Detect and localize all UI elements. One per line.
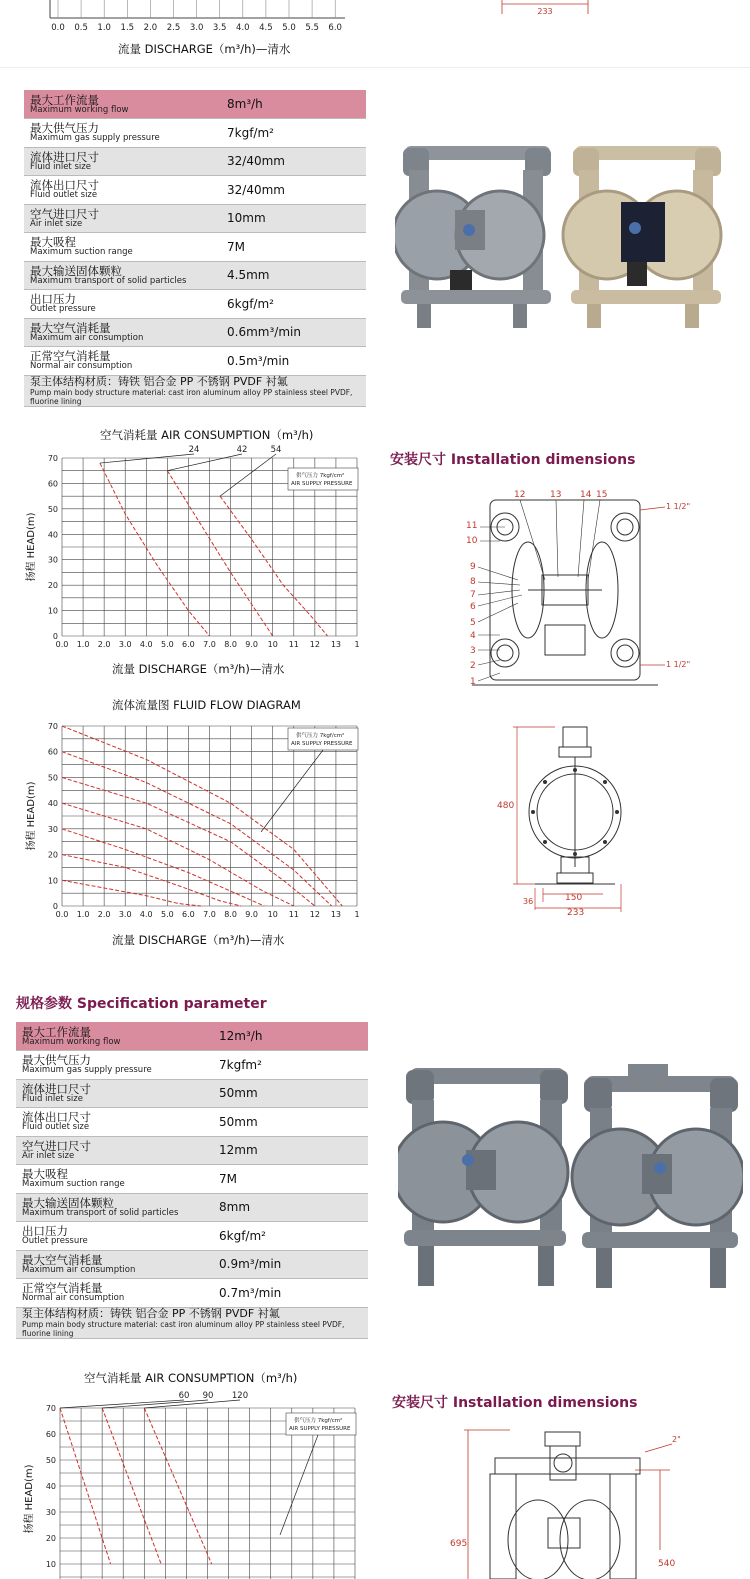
spec-value: 8m³/h <box>227 97 263 111</box>
spec-label-en: Fluid outlet size <box>22 1122 90 1133</box>
top-chart-xtick: 3.5 <box>212 23 227 33</box>
x-tick-label: 4.0 <box>139 640 153 649</box>
y-tick-label: 30 <box>47 824 58 834</box>
chart1-title: 空气消耗量 AIR CONSUMPTION（m³/h) <box>100 428 314 442</box>
x-tick-label: 2.0 <box>97 640 111 649</box>
y-tick-label: 20 <box>47 850 58 860</box>
material-en: Pump main body structure material: cast iron aluminum alloy PP stainless steel PVDF, fluorine lining <box>30 387 353 406</box>
y-axis-label: 扬程 HEAD(m) <box>26 512 37 582</box>
series-line-1 <box>167 471 272 636</box>
chart2-title: 流体流量图 FLUID FLOW DIAGRAM <box>112 698 301 712</box>
spec-label-en: Normal air consumption <box>30 361 133 372</box>
callout-3: 3 <box>470 646 476 656</box>
material-cn: 泵主体结构材质：铸铁 铝合金 PP 不锈钢 PVDF 衬氟 <box>22 1306 280 1320</box>
top-chart-xtick: 3.0 <box>189 23 204 33</box>
y-tick-label: 40 <box>45 1482 56 1491</box>
spec-label-cn: 最大吸程 <box>30 235 76 250</box>
spec-label-cn: 流体进口尺寸 <box>30 149 99 164</box>
spec-row <box>16 1165 368 1194</box>
annotation-pointer <box>261 750 323 832</box>
spec-row <box>16 1250 368 1279</box>
x-tick-label: 1 <box>354 640 360 649</box>
y-tick-label: 10 <box>45 1560 56 1569</box>
spec-row <box>24 176 366 205</box>
annotation-line-2: AIR SUPPLY PRESSURE <box>289 1426 351 1432</box>
spec-label-cn: 最大供气压力 <box>30 121 99 136</box>
spec-value: 8mm <box>219 1200 251 1215</box>
spec-table-1 <box>24 90 366 407</box>
y-tick-label: 0 <box>52 632 58 641</box>
spec-label-en: Maximum working flow <box>22 1036 121 1047</box>
spec-label-cn: 正常空气消耗量 <box>22 1281 103 1296</box>
spec-row <box>16 1136 368 1165</box>
spec-label-cn: 出口压力 <box>22 1224 68 1239</box>
material-en: Pump main body structure material: cast iron aluminum alloy PP stainless steel PVDF, fluorine lining <box>22 1319 345 1338</box>
spec-label-en: Maximum transport of solid particles <box>22 1207 179 1218</box>
y-tick-label: 20 <box>45 1534 56 1543</box>
y-tick-label: 50 <box>45 1456 56 1465</box>
callout-4: 4 <box>470 631 476 641</box>
spec-label-en: Maximum suction range <box>30 247 133 258</box>
spec-value: 12m³/h <box>219 1029 263 1043</box>
callout-13: 13 <box>550 490 562 500</box>
callout-6: 6 <box>470 602 476 612</box>
spec-label-cn: 最大供气压力 <box>22 1053 91 1068</box>
spec-label-cn: 流体出口尺寸 <box>30 178 99 193</box>
spec-label-en: Maximum suction range <box>22 1179 125 1190</box>
y-tick-label: 70 <box>45 1404 56 1413</box>
spec-row <box>16 1108 368 1137</box>
material-cn: 泵主体结构材质：铸铁 铝合金 PP 不锈钢 PVDF 衬氟 <box>30 374 288 388</box>
y-tick-label: 30 <box>45 1508 56 1517</box>
y-tick-label: 10 <box>47 606 58 616</box>
spec-row <box>16 1051 368 1080</box>
top-chart-xlabel: 流量 DISCHARGE（m³/h)—清水 <box>118 42 291 56</box>
x-tick-label: 8.0 <box>224 910 237 919</box>
series-line-0 <box>100 463 210 636</box>
spec-label-cn: 最大输送固体颗粒 <box>30 263 122 278</box>
x-tick-label: 7.0 <box>203 640 216 649</box>
chart2-fluid-flow <box>20 710 370 950</box>
callout-8: 8 <box>470 577 476 587</box>
top-chart-xtick: 0.0 <box>51 23 65 33</box>
install1-dim-36: 36 <box>523 897 534 906</box>
spec-label-cn: 空气进口尺寸 <box>22 1138 91 1153</box>
port-top-label: 1 1/2" <box>666 502 691 511</box>
x-tick-label: 0.0 <box>55 640 69 649</box>
x-tick-label: 12 <box>309 640 320 649</box>
pump-image-stainless-1 <box>398 1068 568 1286</box>
callout-7: 7 <box>470 590 476 600</box>
pump-image-stainless-2 <box>572 1064 743 1288</box>
spec-row <box>24 147 366 176</box>
spec-row <box>24 233 366 262</box>
y-tick-label: 40 <box>47 530 58 540</box>
spec-value: 4.5mm <box>227 268 270 283</box>
x-tick-label: 3.0 <box>118 910 132 919</box>
install1-dim-233: 233 <box>567 908 585 917</box>
top-chart-xtick: 1.0 <box>97 23 111 33</box>
top-chart-xtick: 2.0 <box>143 23 158 33</box>
spec-label-en: Maximum gas supply pressure <box>30 133 160 144</box>
spec-row <box>24 90 366 119</box>
spec-row <box>24 119 366 148</box>
spec-label-cn: 出口压力 <box>30 292 76 307</box>
pump-image-pp <box>563 146 721 328</box>
install1-height: 480 <box>497 801 515 811</box>
annotation-line-1: 供气压力 7kgf/cm² <box>296 473 345 479</box>
spec-value: 0.6mm³/min <box>227 325 301 340</box>
install2-title: 安装尺寸 Installation dimensions <box>392 1395 638 1411</box>
x-tick-label: 12 <box>309 910 320 919</box>
install2-drawing <box>440 1420 700 1579</box>
install2-height: 695 <box>450 1539 468 1549</box>
y-axis-label: 扬程 HEAD(m) <box>24 1464 35 1534</box>
spec-row <box>24 204 366 233</box>
spec-label-en: Maximum air consumption <box>22 1264 136 1275</box>
spec-value: 7kgf/m² <box>227 125 274 140</box>
x-tick-label: 7.0 <box>203 910 216 919</box>
series-label: 24 <box>188 445 200 455</box>
spec-label-en: Air inlet size <box>22 1150 75 1161</box>
x-tick-label: 10 <box>267 640 278 649</box>
annotation-line-2: AIR SUPPLY PRESSURE <box>291 481 353 487</box>
spec-value: 50mm <box>219 1114 258 1129</box>
spec-row <box>24 347 366 376</box>
top-dim-233: 233 <box>537 7 553 16</box>
series-label: 42 <box>236 445 248 455</box>
callout-12: 12 <box>514 490 526 500</box>
install2-height2: 540 <box>658 1559 676 1569</box>
y-tick-label: 30 <box>47 555 58 565</box>
spec-label-cn: 流体进口尺寸 <box>22 1081 91 1096</box>
x-tick-label: 5.0 <box>160 640 174 649</box>
y-axis-label: 扬程 HEAD(m) <box>26 781 37 851</box>
spec-value: 50mm <box>219 1086 258 1101</box>
callout-11: 11 <box>466 521 478 531</box>
y-tick-label: 70 <box>47 722 58 731</box>
top-chart-xtick: 5.5 <box>305 23 319 33</box>
x-tick-label: 10 <box>267 910 278 919</box>
chart3-air-consumption <box>18 1385 373 1579</box>
callout-2: 2 <box>470 661 476 671</box>
y-tick-label: 70 <box>47 454 58 463</box>
spec-label-en: Normal air consumption <box>22 1293 125 1304</box>
install1-dim-150: 150 <box>565 893 583 903</box>
spec-label-en: Air inlet size <box>30 218 83 229</box>
chart2-xlabel: 流量 DISCHARGE（m³/h)—清水 <box>112 933 285 947</box>
spec-label-cn: 最大空气消耗量 <box>30 320 111 335</box>
x-tick-label: 13 <box>330 640 342 649</box>
top-chart-xtick: 5.0 <box>282 23 296 33</box>
x-tick-label: 3.0 <box>118 640 132 649</box>
spec-row <box>24 318 366 347</box>
series-label: 60 <box>178 1391 190 1401</box>
x-tick-label: 9.0 <box>245 910 259 919</box>
spec-value: 0.7m³/min <box>219 1285 282 1300</box>
install1-side-drawing <box>495 722 635 917</box>
spec-label-cn: 空气进口尺寸 <box>30 206 99 221</box>
top-chart-xtick: 4.5 <box>259 23 273 33</box>
spec-label-en: Fluid inlet size <box>30 161 91 172</box>
top-chart-xtick: 0.5 <box>74 23 88 33</box>
spec-label-cn: 最大工作流量 <box>22 1024 91 1039</box>
series-label: 120 <box>231 1391 249 1401</box>
spec-label-en: Maximum gas supply pressure <box>22 1065 152 1076</box>
x-tick-label: 9.0 <box>245 640 259 649</box>
y-tick-label: 50 <box>47 773 58 783</box>
x-tick-label: 1 <box>354 910 360 919</box>
spec-value: 7M <box>219 1171 237 1186</box>
callout-5: 5 <box>470 618 476 628</box>
spec-label-en: Fluid inlet size <box>22 1093 83 1104</box>
install1-title: 安装尺寸 Installation dimensions <box>390 452 636 468</box>
top-chart-xtick: 1.5 <box>120 23 135 33</box>
spec-value: 32/40mm <box>227 154 285 169</box>
x-tick-label: 6.0 <box>182 910 195 919</box>
spec-value: 7kgfm² <box>219 1057 262 1072</box>
spec-value: 10mm <box>227 211 266 226</box>
spec-row <box>24 290 366 319</box>
spec-row <box>16 1193 368 1222</box>
spec-row <box>24 261 366 290</box>
spec-label-en: Outlet pressure <box>30 304 96 315</box>
port-bottom-label: 1 1/2" <box>666 660 691 669</box>
spec-row <box>16 1279 368 1308</box>
spec-label-en: Maximum transport of solid particles <box>30 275 187 286</box>
annotation-line-1: 供气压力 7kgf/cm² <box>294 1418 343 1424</box>
x-tick-label: 8.0 <box>224 640 237 649</box>
pump-image-aluminum <box>395 146 551 328</box>
x-tick-label: 1.0 <box>76 910 90 919</box>
spec-label-en: Maximum working flow <box>30 104 129 115</box>
y-tick-label: 60 <box>45 1430 56 1439</box>
top-chart-xtick: 4.0 <box>236 23 250 33</box>
chart1-xlabel: 流量 DISCHARGE（m³/h)—清水 <box>112 662 285 676</box>
series-label: 90 <box>202 1391 214 1401</box>
spec-row <box>16 1222 368 1251</box>
x-tick-label: 13 <box>330 910 342 919</box>
annotation-line-1: 供气压力 7kgf/cm² <box>296 733 345 739</box>
x-tick-label: 4.0 <box>139 910 153 919</box>
y-tick-label: 0 <box>52 902 58 911</box>
y-tick-label: 10 <box>47 876 58 886</box>
spec-material-row <box>16 1307 368 1338</box>
x-tick-label: 1.0 <box>76 640 90 649</box>
x-tick-label: 5.0 <box>160 910 174 919</box>
callout-10: 10 <box>466 536 478 546</box>
x-tick-label: 2.0 <box>97 910 111 919</box>
install2-port: 2" <box>672 1435 681 1444</box>
spec2-title: 规格参数 Specification parameter <box>16 996 267 1012</box>
y-tick-label: 20 <box>47 581 58 591</box>
x-tick-label: 6.0 <box>182 640 195 649</box>
spec-label-cn: 正常空气消耗量 <box>30 349 111 364</box>
series-line-2 <box>220 496 327 636</box>
series-label: 54 <box>270 445 282 455</box>
spec-label-en: Outlet pressure <box>22 1236 88 1247</box>
chart3-title: 空气消耗量 AIR CONSUMPTION（m³/h) <box>84 1371 298 1385</box>
spec-value: 6kgf/m² <box>227 296 274 311</box>
y-tick-label: 50 <box>47 504 58 514</box>
x-tick-label: 11 <box>288 640 299 649</box>
spec-value: 0.5m³/min <box>227 353 290 368</box>
install1-front-drawing <box>460 485 700 690</box>
spec-material-row <box>24 375 366 406</box>
x-tick-label: 0.0 <box>55 910 69 919</box>
callout-9: 9 <box>470 562 476 572</box>
callout-15: 15 <box>596 490 608 500</box>
y-tick-label: 60 <box>47 747 58 757</box>
spec-value: 7M <box>227 239 245 254</box>
spec-row <box>16 1022 368 1051</box>
callout-14: 14 <box>580 490 592 500</box>
spec-value: 12mm <box>219 1143 258 1158</box>
spec-label-cn: 最大工作流量 <box>30 92 99 107</box>
spec-value: 0.9m³/min <box>219 1257 282 1272</box>
x-tick-label: 11 <box>288 910 299 919</box>
spec-label-cn: 最大输送固体颗粒 <box>22 1195 114 1210</box>
spec-label-cn: 最大空气消耗量 <box>22 1252 103 1267</box>
y-tick-label: 40 <box>47 799 58 809</box>
spec-label-cn: 最大吸程 <box>22 1167 68 1182</box>
spec-label-en: Maximum air consumption <box>30 332 144 343</box>
top-chart-xtick: 2.5 <box>166 23 181 33</box>
spec-value: 32/40mm <box>227 182 285 197</box>
spec-label-cn: 流体出口尺寸 <box>22 1110 91 1125</box>
spec-table-2 <box>16 1022 368 1339</box>
spec-label-en: Fluid outlet size <box>30 190 98 201</box>
spec-value: 6kgf/m² <box>219 1228 266 1243</box>
spec-row <box>16 1079 368 1108</box>
annotation-pointer <box>280 1435 318 1535</box>
annotation-line-2: AIR SUPPLY PRESSURE <box>291 741 353 747</box>
callout-1: 1 <box>470 677 476 687</box>
y-tick-label: 60 <box>47 479 58 489</box>
divider <box>0 67 750 68</box>
pump-photos-2 <box>398 1062 743 1294</box>
pump-photos-1 <box>395 140 735 335</box>
chart1-air-consumption <box>20 440 370 680</box>
top-chart-xtick: 6.0 <box>328 23 342 33</box>
top-dimension-drawing <box>490 0 600 20</box>
